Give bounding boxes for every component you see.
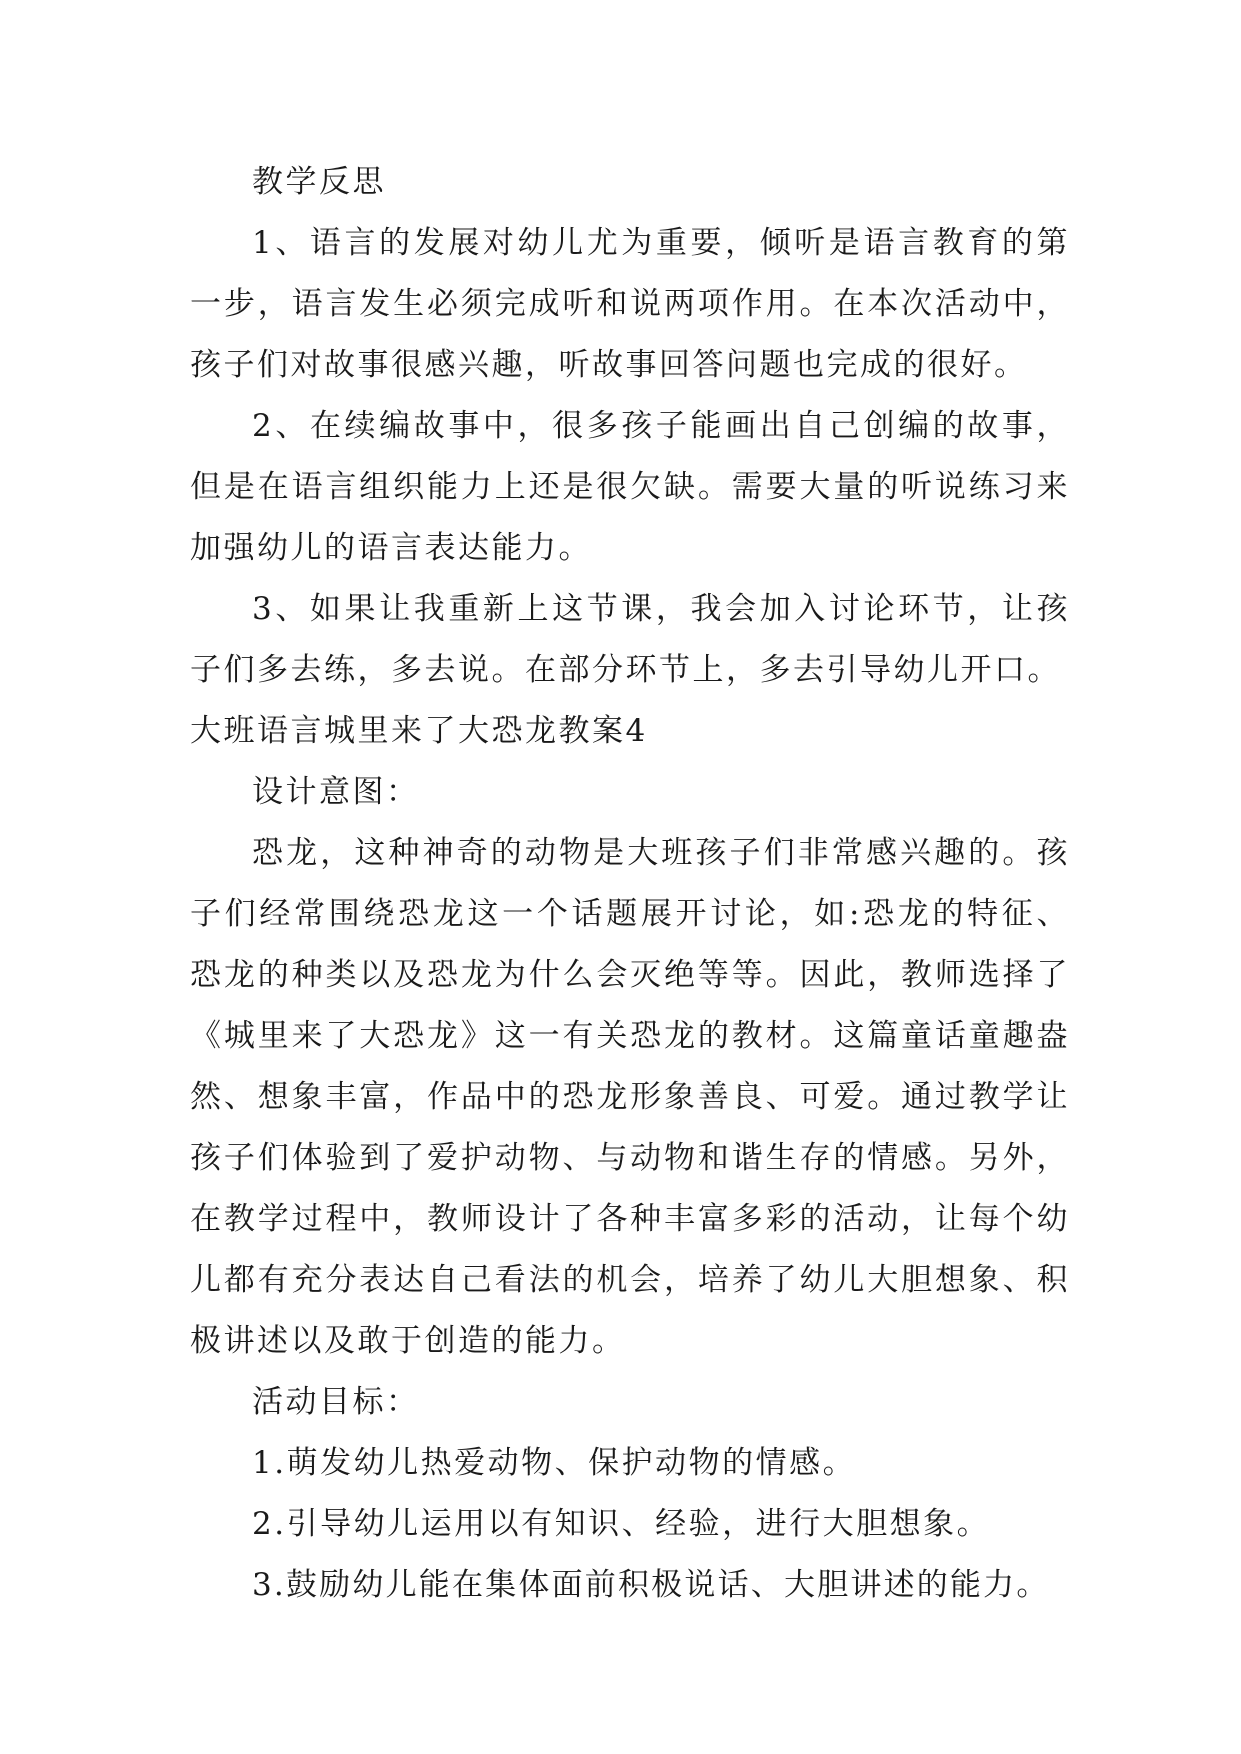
design-body: 恐龙，这种神奇的动物是大班孩子们非常感兴趣的。孩子们经常围绕恐龙这一个话题展开讨论，如:恐龙的特征、恐龙的种类以及恐龙为什么会灭绝等等。因此，教师选择了《城里来了大恐龙》这一有关恐龙的教材。这篇童话童趣盎然、想象丰富，作品中的恐龙形象善良、可爱。通过教学让孩子们体验到了爱护动物、与动物和谐生存的情感。另外，在教学过程中，教师设计了各种丰富多彩的活动，让每个幼儿都有充分表达自己看法的机会，培养了幼儿大胆想象、积极讲述以及敢于创造的能力。 bbox=[190, 835, 1070, 1359]
goal-item-2: 2.引导幼儿运用以有知识、经验，进行大胆想象。 bbox=[252, 1506, 991, 1542]
design-heading: 设计意图： bbox=[252, 774, 420, 810]
goal-item-3: 3.鼓励幼儿能在集体面前积极说话、大胆讲述的能力。 bbox=[252, 1567, 1050, 1603]
goals-heading: 活动目标： bbox=[252, 1384, 420, 1420]
lesson-title: 大班语言城里来了大恐龙教案4 bbox=[190, 713, 648, 749]
document-body bbox=[190, 152, 1070, 1616]
goal-item-1: 1.萌发幼儿热爱动物、保护动物的情感。 bbox=[252, 1445, 857, 1481]
reflection-item-1: 1、语言的发展对幼儿尤为重要，倾听是语言教育的第一步，语言发生必须完成听和说两项作用。在本次活动中，孩子们对故事很感兴趣，听故事回答问题也完成的很好。 bbox=[190, 225, 1070, 383]
reflection-heading: 教学反思 bbox=[252, 164, 386, 200]
reflection-item-2: 2、在续编故事中，很多孩子能画出自己创编的故事，但是在语言组织能力上还是很欠缺。需要大量的听说练习来加强幼儿的语言表达能力。 bbox=[190, 408, 1070, 566]
reflection-item-3: 3、如果让我重新上这节课，我会加入讨论环节，让孩子们多去练，多去说。在部分环节上，多去引导幼儿开口。 bbox=[190, 591, 1070, 688]
